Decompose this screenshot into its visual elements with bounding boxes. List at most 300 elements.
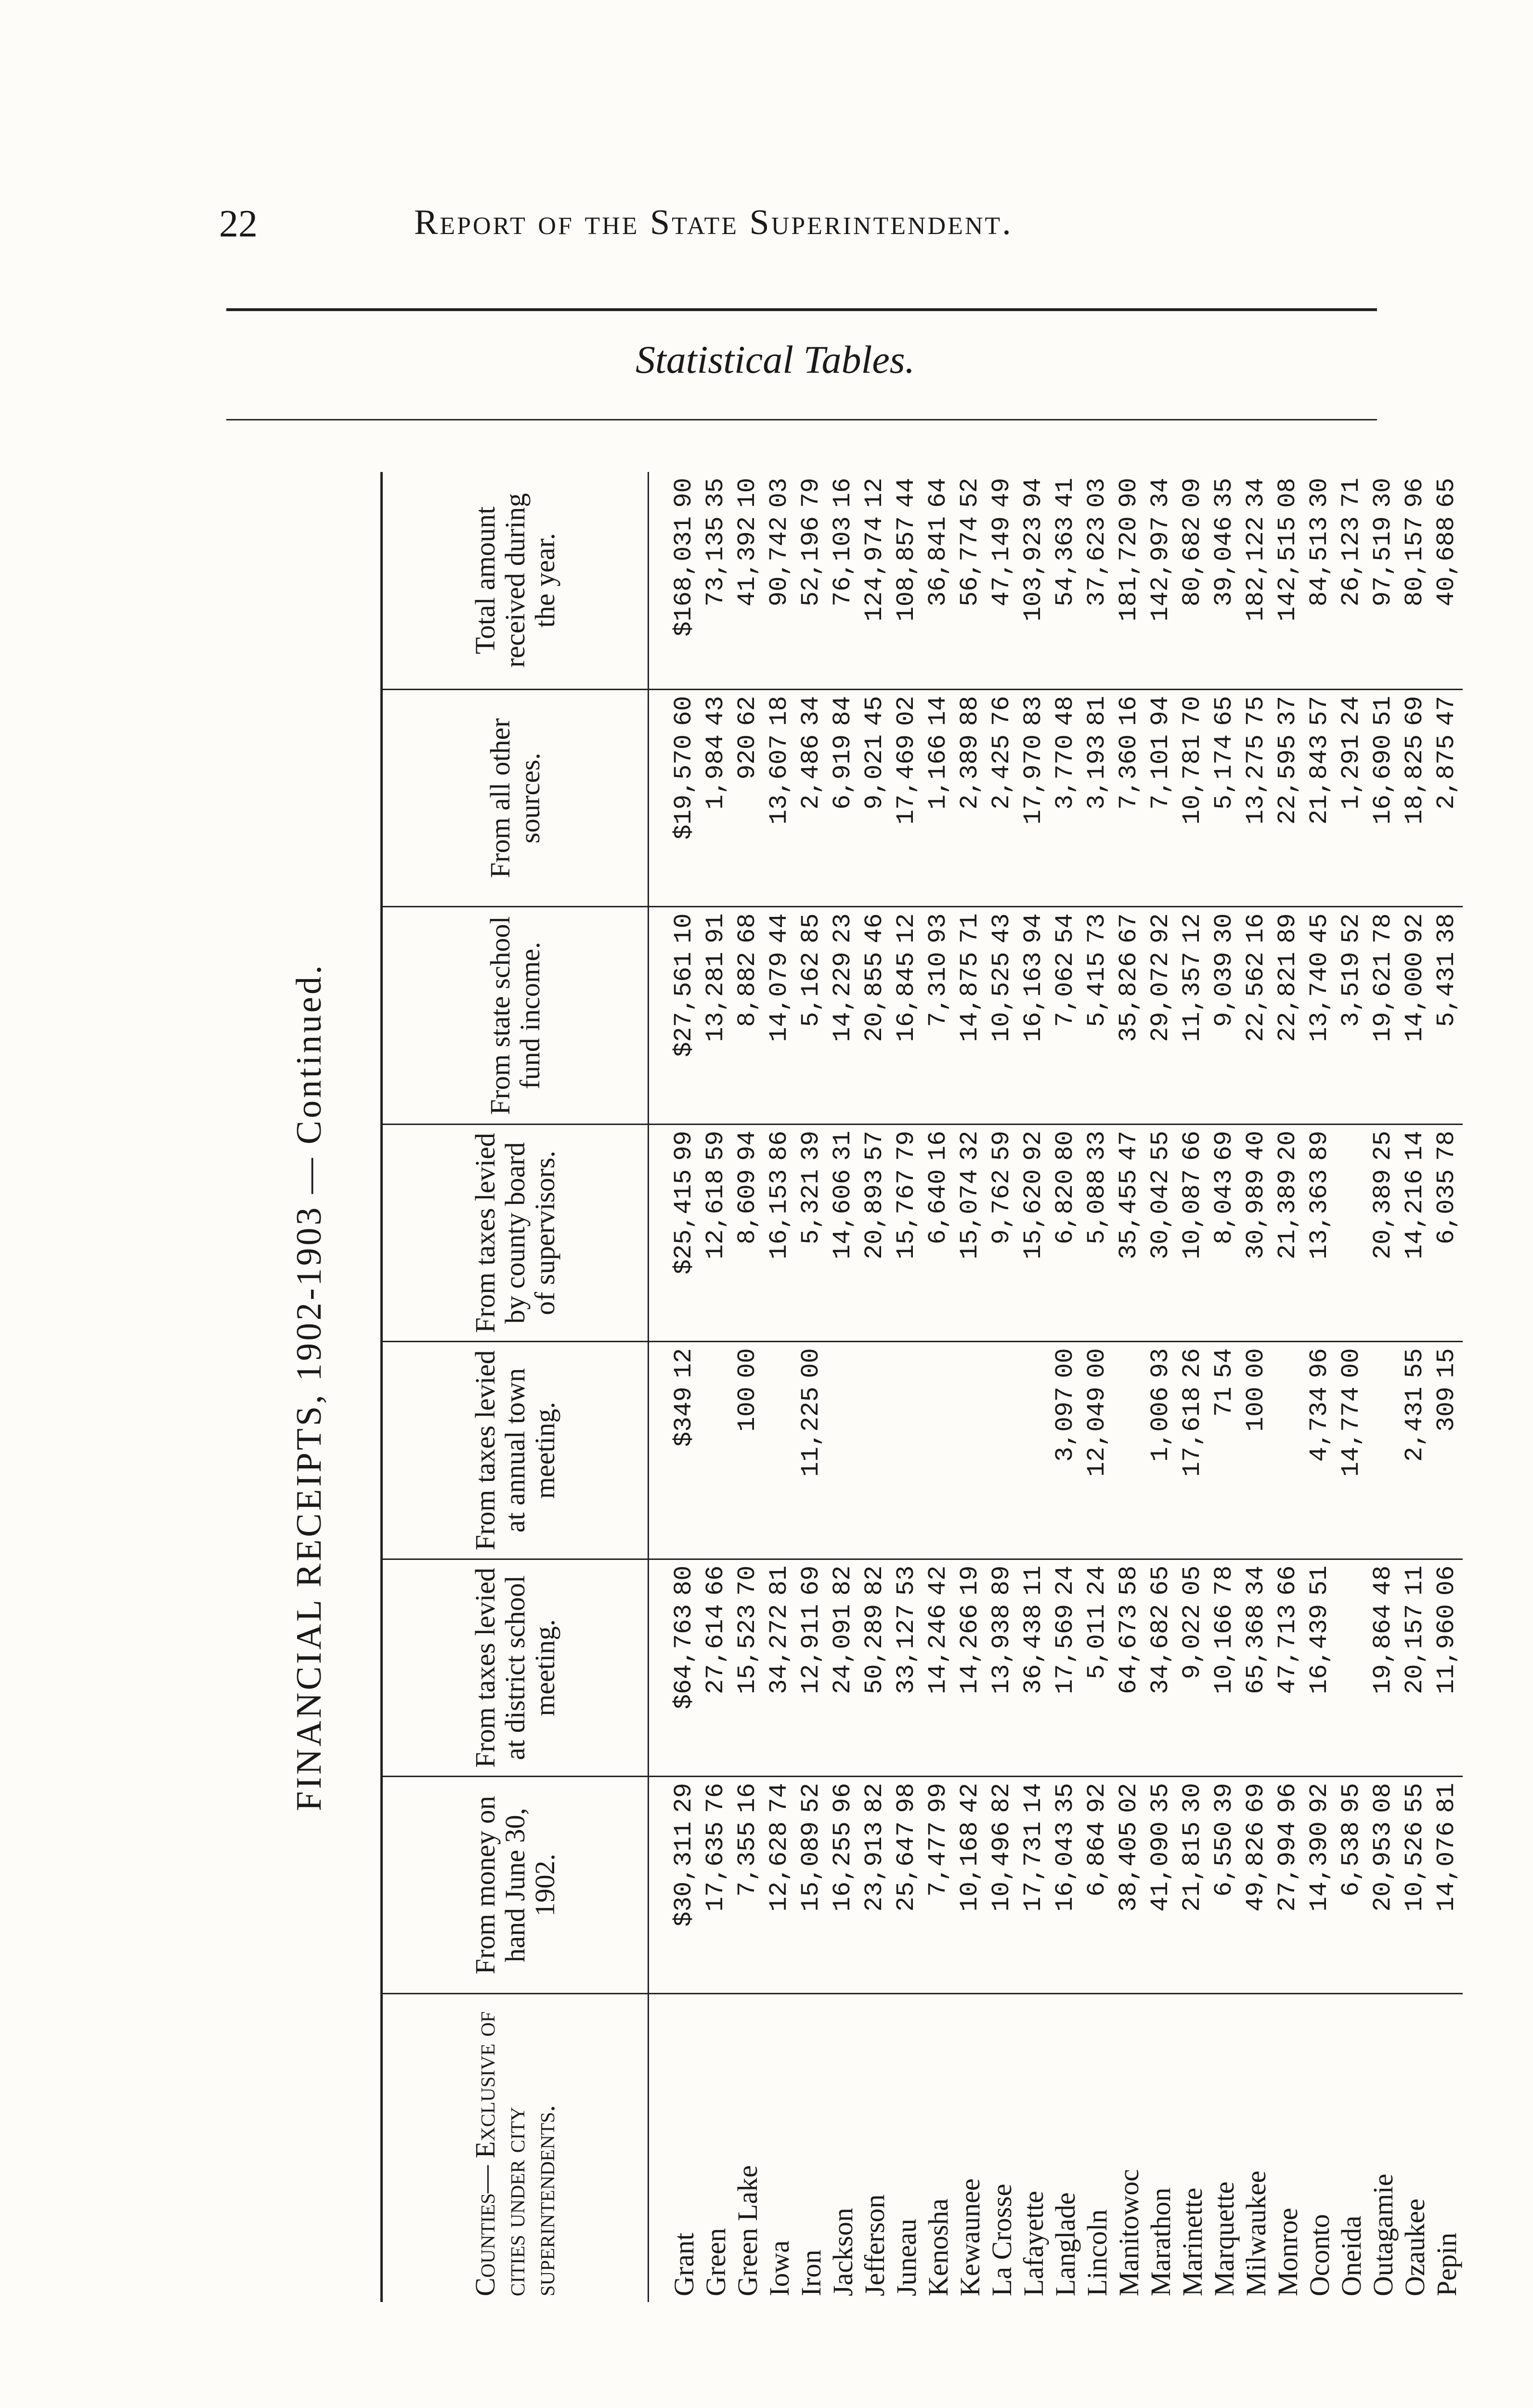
dollars: 97,519 [1369, 516, 1397, 607]
county-name-cell: Green Lake [732, 1994, 764, 2302]
county-name-cell: Grant [649, 1994, 701, 2302]
dollars: 6,919 [829, 734, 857, 810]
dollars: 40,688 [1432, 516, 1461, 607]
amount-cell [1431, 1559, 1463, 1776]
table-row [922, 472, 954, 2302]
cents: 23 [829, 913, 857, 943]
page-number: 22 [219, 203, 258, 245]
cents: 12 [1178, 913, 1207, 943]
amount-cell [891, 1777, 922, 1994]
dollars: 9,022 [1178, 1604, 1207, 1679]
cents: 55 [1401, 1348, 1429, 1378]
cents: 71 [1337, 478, 1365, 508]
amount-cell [1177, 472, 1208, 689]
amount-cell [732, 1559, 764, 1776]
amount-cell [649, 1777, 701, 1994]
cents: 51 [1369, 695, 1397, 726]
cents: 14 [1019, 1783, 1048, 1813]
cents: 32 [956, 1130, 984, 1161]
dollars: 11,960 [1432, 1604, 1461, 1694]
dollars: 2,425 [987, 734, 1016, 810]
county-name-cell: Juneau [891, 1994, 922, 2302]
amount-cell [1050, 689, 1081, 906]
dollars: 10,168 [956, 1821, 984, 1912]
dollars: 14,875 [956, 952, 984, 1042]
amount-cell [1240, 1124, 1272, 1341]
cents: 86 [765, 1130, 793, 1161]
dollars: 12,628 [765, 1821, 793, 1912]
cents: 89 [1273, 913, 1302, 943]
table-row [891, 472, 922, 2302]
dollars: 10,087 [1178, 1169, 1207, 1260]
cents: 94 [1019, 913, 1048, 943]
cents: 66 [1273, 1565, 1302, 1596]
cents: 00 [1337, 1348, 1365, 1378]
dollars: 182,122 [1242, 516, 1270, 622]
cents: 71 [956, 913, 984, 943]
amount-cell [1208, 1342, 1240, 1559]
cents: 73 [1083, 913, 1111, 943]
table-row [1177, 472, 1208, 2302]
dollars: 11,357 [1178, 952, 1207, 1042]
table-row [954, 472, 986, 2302]
cents: 31 [829, 1130, 857, 1161]
amount-cell [1050, 1124, 1081, 1341]
cents: 78 [1432, 1130, 1461, 1161]
amount-cell [1240, 907, 1272, 1124]
amount-cell [1208, 1559, 1240, 1776]
amount-cell [1272, 907, 1304, 1124]
dollars: 8,609 [733, 1169, 762, 1244]
amount-cell [891, 472, 922, 689]
amount-cell [1367, 472, 1399, 689]
amount-cell [700, 907, 732, 1124]
dollars: 36,438 [1019, 1604, 1048, 1694]
cents: 11 [1401, 1565, 1429, 1596]
running-title: Report of the State Superintendent. [414, 203, 1013, 242]
dollars: 22,562 [1242, 952, 1270, 1042]
amount-cell [827, 472, 859, 689]
dollars: 52,196 [797, 516, 825, 607]
cents: 90 [1115, 478, 1143, 508]
cents: 38 [1432, 913, 1461, 943]
amount-cell [922, 472, 954, 689]
dollars: 14,266 [956, 1604, 984, 1694]
amount-cell [1431, 472, 1463, 689]
amount-cell [891, 1342, 922, 1559]
dollars: 19,621 [1369, 952, 1397, 1042]
county-name-cell: Lafayette [1018, 1994, 1050, 2302]
column-header-county: Counties— Exclusive of cities under city superintendents. [382, 1994, 649, 2302]
cents: 24 [1083, 1565, 1111, 1596]
cents: 67 [1115, 913, 1143, 943]
dollars: 5,011 [1083, 1604, 1111, 1679]
county-name-cell: Langlade [1050, 1994, 1081, 2302]
dollars: 100 [1242, 1387, 1270, 1432]
county-name-cell: Marquette [1208, 1994, 1240, 2302]
cents: 14 [924, 695, 952, 726]
table-row [1240, 472, 1272, 2302]
amount-cell [1336, 1777, 1367, 1994]
cents: 44 [765, 913, 793, 943]
table-row [986, 472, 1018, 2302]
amount-cell [859, 689, 891, 906]
dollars: 14,000 [1401, 952, 1429, 1042]
amount-cell [1272, 1342, 1304, 1559]
amount-cell [764, 1559, 795, 1776]
cents: 00 [797, 1348, 825, 1378]
dollars: 47,713 [1273, 1604, 1302, 1694]
cents: 00 [733, 1348, 762, 1378]
amount-cell [649, 1124, 701, 1341]
amount-cell [827, 1559, 859, 1776]
cents: 47 [1432, 695, 1461, 726]
amount-cell [986, 1777, 1018, 1994]
cents: 54 [1051, 913, 1079, 943]
dollars: 920 [733, 734, 762, 780]
dollars: 7,360 [1115, 734, 1143, 810]
dollars: 8,043 [1210, 1169, 1238, 1244]
table-row [1336, 472, 1367, 2302]
dollars: 7,101 [1146, 734, 1175, 810]
amount-cell [795, 1777, 827, 1994]
cents: 68 [733, 913, 762, 943]
county-name-cell: Kewaunee [954, 1994, 986, 2302]
amount-cell [891, 1559, 922, 1776]
cents: 11 [1019, 1565, 1048, 1596]
cents: 69 [797, 1565, 825, 1596]
amount-cell [1336, 689, 1367, 906]
cents: 95 [1337, 1783, 1365, 1813]
dollars: 41,090 [1146, 1821, 1175, 1912]
amount-cell [1367, 689, 1399, 906]
dollars: 16,043 [1051, 1821, 1079, 1912]
cents: 59 [702, 1130, 730, 1161]
cents: 16 [733, 1783, 762, 1813]
amount-cell [1240, 472, 1272, 689]
cents: 92 [1083, 1783, 1111, 1813]
cents: 96 [1273, 1783, 1302, 1813]
county-name-cell: Monroe [1272, 1994, 1304, 2302]
amount-cell [649, 472, 701, 689]
amount-cell [764, 689, 795, 906]
dollars: 4,734 [1305, 1387, 1334, 1462]
cents: 44 [892, 478, 921, 508]
cents: 52 [1337, 913, 1365, 943]
amount-cell [1399, 1777, 1431, 1994]
amount-cell [859, 1342, 891, 1559]
dollars: 100 [733, 1387, 762, 1432]
dollars: 12,049 [1083, 1387, 1111, 1477]
dollars: 1,291 [1337, 734, 1365, 810]
amount-cell [700, 1342, 732, 1559]
dollars: 5,321 [797, 1169, 825, 1244]
dollars: 6,640 [924, 1169, 952, 1244]
cents: 33 [1083, 1130, 1111, 1161]
dollars: 36,841 [924, 516, 952, 607]
financial-receipts-table [380, 472, 1463, 2302]
cents: 34 [1242, 1565, 1270, 1596]
amount-cell [1367, 1342, 1399, 1559]
table-row [732, 472, 764, 2302]
amount-cell [1336, 472, 1367, 689]
dollars: 20,855 [860, 952, 889, 1042]
amount-cell [700, 1124, 732, 1341]
amount-cell [1113, 1559, 1145, 1776]
amount-cell [1208, 1124, 1240, 1341]
amount-cell [1399, 689, 1431, 906]
cents: 42 [924, 1565, 952, 1596]
dollars: 9,762 [987, 1169, 1016, 1244]
amount-cell [732, 1124, 764, 1341]
amount-cell [922, 1559, 954, 1776]
cents: 14 [1401, 1130, 1429, 1161]
amount-cell [1018, 1777, 1050, 1994]
cents: 03 [1083, 478, 1111, 508]
cents: 24 [1051, 1565, 1079, 1596]
amount-cell [1081, 1124, 1113, 1341]
cents: 82 [860, 1783, 889, 1813]
amount-cell [1177, 907, 1208, 1124]
amount-cell [795, 1342, 827, 1559]
dollars: 3,193 [1083, 734, 1111, 810]
amount-cell [954, 472, 986, 689]
cents: 98 [892, 1783, 921, 1813]
amount-cell [1431, 1777, 1463, 1994]
cents: 30 [1210, 913, 1238, 943]
column-header-other-sources: From all other sources. [382, 689, 649, 906]
cents: 02 [892, 695, 921, 726]
dollars: 19,864 [1369, 1604, 1397, 1694]
cents: 47 [1115, 1130, 1143, 1161]
dollars: 26,123 [1337, 516, 1365, 607]
dollars: 6,550 [1210, 1821, 1238, 1897]
cents: 93 [1146, 1348, 1175, 1378]
cents: 45 [860, 695, 889, 726]
dollars: 27,614 [702, 1604, 730, 1694]
cents: 30 [1369, 478, 1397, 508]
dollars: 3,770 [1051, 734, 1079, 810]
dollars: 35,455 [1115, 1169, 1143, 1260]
amount-cell [1367, 907, 1399, 1124]
county-name-cell: Jackson [827, 1994, 859, 2302]
amount-cell [1177, 1342, 1208, 1559]
cents: 10 [670, 913, 698, 943]
column-header-town-meeting-taxes: From taxes levied at annual town meeting. [382, 1342, 649, 1559]
dollars: 5,431 [1432, 952, 1461, 1027]
dollars: 13,740 [1305, 952, 1334, 1042]
amount-cell [1304, 689, 1336, 906]
cents: 84 [829, 695, 857, 726]
county-name-cell: Outagamie [1367, 1994, 1399, 2302]
amount-cell [859, 1124, 891, 1341]
dollars: 73,135 [702, 516, 730, 607]
dollars: 21,843 [1305, 734, 1334, 825]
amount-cell [700, 689, 732, 906]
amount-cell [1081, 1777, 1113, 1994]
dollars: 11,225 [797, 1387, 825, 1477]
cents: 43 [702, 695, 730, 726]
dollars: 5,088 [1083, 1169, 1111, 1244]
cents: 58 [1115, 1565, 1143, 1596]
dollars: 14,079 [765, 952, 793, 1042]
table-row [1304, 472, 1336, 2302]
cents: 65 [1146, 1565, 1175, 1596]
amount-cell [1145, 1559, 1177, 1776]
amount-cell [859, 472, 891, 689]
dollars: 16,153 [765, 1169, 793, 1260]
dollars: 16,255 [829, 1821, 857, 1912]
cents: 10 [733, 478, 762, 508]
amount-cell [764, 1777, 795, 1994]
dollars: 27,994 [1273, 1821, 1302, 1912]
county-name-cell: Kenosha [922, 1994, 954, 2302]
amount-cell [922, 689, 954, 906]
dollars: 17,635 [702, 1821, 730, 1912]
dollars: 34,272 [765, 1604, 793, 1694]
amount-cell [1336, 907, 1367, 1124]
amount-cell [1431, 1342, 1463, 1559]
cents: 34 [1146, 478, 1175, 508]
amount-cell [986, 472, 1018, 689]
amount-cell [1240, 689, 1272, 906]
cents: 48 [1369, 1565, 1397, 1596]
county-name-cell: Marinette [1177, 1994, 1208, 2302]
section-rule [226, 419, 1377, 420]
amount-cell [859, 907, 891, 1124]
cents: 16 [924, 1130, 952, 1161]
cents: 55 [1146, 1130, 1175, 1161]
table-row [859, 472, 891, 2302]
amount-cell [827, 689, 859, 906]
dollars: 80,682 [1178, 516, 1207, 607]
amount-cell [764, 1124, 795, 1341]
amount-cell [954, 1559, 986, 1776]
dollars: $25,415 [670, 1169, 698, 1275]
dollars: 39,046 [1210, 516, 1238, 607]
amount-cell [1113, 689, 1145, 906]
dollars: 17,970 [1019, 734, 1048, 825]
dollars: 20,953 [1369, 1821, 1397, 1912]
cents: 20 [1273, 1130, 1302, 1161]
dollars: 22,595 [1273, 734, 1302, 825]
cents: 76 [987, 695, 1016, 726]
table-row [1399, 472, 1431, 2302]
amount-cell [1145, 1342, 1177, 1559]
amount-cell [922, 1124, 954, 1341]
amount-cell [1336, 1342, 1367, 1559]
cents: 34 [1242, 478, 1270, 508]
cents: 42 [956, 1783, 984, 1813]
cents: 09 [1178, 478, 1207, 508]
top-rule [226, 308, 1377, 311]
dollars: 13,607 [765, 734, 793, 825]
dollars: 17,618 [1178, 1387, 1207, 1477]
amount-cell [1272, 1777, 1304, 1994]
amount-cell [954, 1342, 986, 1559]
cents: 94 [733, 1130, 762, 1161]
cents: 24 [1337, 695, 1365, 726]
amount-cell [986, 689, 1018, 906]
county-name-cell: Jefferson [859, 1994, 891, 2302]
amount-cell [1399, 472, 1431, 689]
amount-cell [1304, 472, 1336, 689]
dollars: 7,355 [733, 1821, 762, 1897]
amount-cell [795, 689, 827, 906]
cents: 15 [1432, 1348, 1461, 1378]
dollars: 10,496 [987, 1821, 1016, 1912]
amount-cell [732, 907, 764, 1124]
cents: 92 [1401, 913, 1429, 943]
amount-cell [649, 689, 701, 906]
cents: 16 [829, 478, 857, 508]
dollars: 21,815 [1178, 1821, 1207, 1912]
amount-cell [827, 1777, 859, 1994]
table-row [795, 472, 827, 2302]
amount-cell [1431, 1124, 1463, 1341]
amount-cell [1399, 1342, 1431, 1559]
dollars: 309 [1432, 1387, 1461, 1432]
amount-cell [732, 689, 764, 906]
county-name-cell: Iowa [764, 1994, 795, 2302]
amount-cell [1145, 1777, 1177, 1994]
dollars: 5,415 [1083, 952, 1111, 1027]
cents: 99 [670, 1130, 698, 1161]
column-header-county-board-taxes: From taxes levied by county board of supervisors. [382, 1124, 649, 1341]
cents: 12 [670, 1348, 698, 1378]
amount-cell [1304, 1559, 1336, 1776]
amount-cell [922, 907, 954, 1124]
amount-cell [1081, 472, 1113, 689]
dollars: 1,006 [1146, 1387, 1175, 1462]
dollars: 14,390 [1305, 1821, 1334, 1912]
amount-cell [649, 907, 701, 1124]
column-header-state-fund-income: From state school fund income. [382, 907, 649, 1124]
amount-cell [1399, 1124, 1431, 1341]
cents: 16 [1242, 913, 1270, 943]
dollars: 90,742 [765, 516, 793, 607]
dollars: 1,166 [924, 734, 952, 810]
table-body [649, 472, 1463, 2302]
cents: 81 [765, 1565, 793, 1596]
county-name-cell: Ozaukee [1399, 1994, 1431, 2302]
cents: 93 [924, 913, 952, 943]
table-row [827, 472, 859, 2302]
cents: 30 [1178, 1783, 1207, 1813]
cents: 92 [1305, 1783, 1334, 1813]
cents: 19 [956, 1565, 984, 1596]
amount-cell [1050, 1559, 1081, 1776]
cents: 06 [1432, 1565, 1461, 1596]
table-row [649, 472, 701, 2302]
amount-cell [1367, 1559, 1399, 1776]
cents: 96 [829, 1783, 857, 1813]
cents: 35 [1210, 478, 1238, 508]
amount-cell [954, 1124, 986, 1341]
dollars: 16,439 [1305, 1604, 1334, 1694]
cents: 78 [1210, 1565, 1238, 1596]
amount-cell [1081, 1342, 1113, 1559]
amount-cell [1113, 1124, 1145, 1341]
dollars: 13,363 [1305, 1169, 1334, 1260]
dollars: 41,392 [733, 516, 762, 607]
dollars: 23,913 [860, 1821, 889, 1912]
cents: 82 [829, 1565, 857, 1596]
amount-cell [764, 907, 795, 1124]
amount-cell [1145, 907, 1177, 1124]
dollars: 3,097 [1051, 1387, 1079, 1462]
dollars: 142,997 [1146, 516, 1175, 622]
